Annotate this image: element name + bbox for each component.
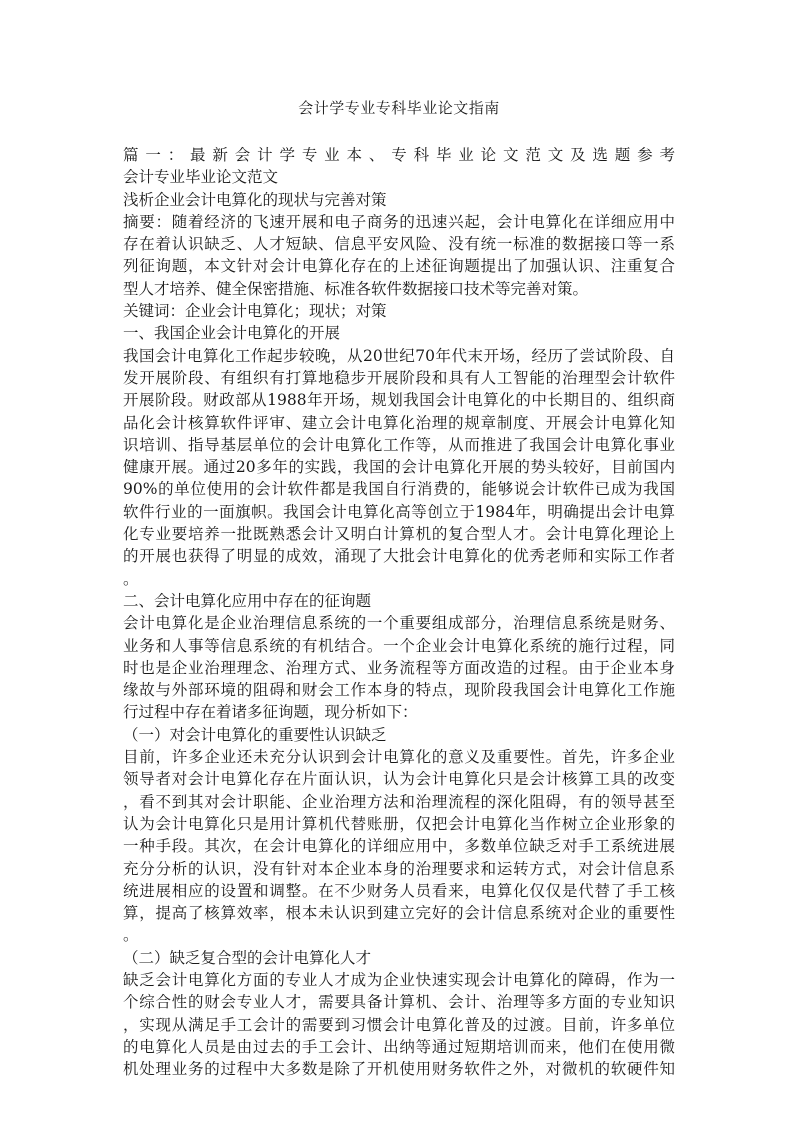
text-line: 一种手段。其次，在会计电算化的详细应用中，多数单位缺乏对手工系统进展 (123, 837, 675, 856)
text-line: 个综合性的财会专业人才，需要具备计算机、会计、治理等多方面的专业知识 (123, 993, 675, 1012)
text-line: 机处理业务的过程中大多数是除了开机使用财务软件之外，对微机的软硬件知 (123, 1060, 675, 1079)
text-line: （二）缺乏复合型的会计电算化人才 (123, 948, 372, 967)
text-line: 。 (123, 926, 139, 945)
text-line: 缺乏会计电算化方面的专业人才成为企业快速实现会计电算化的障碍，作为一 (123, 970, 675, 989)
text-line: 化专业要培养一批既熟悉会计又明白计算机的复合型人才。会计电算化理论上 (123, 525, 675, 544)
text-line: 。 (123, 569, 139, 588)
document-page (123, 98, 675, 1080)
text-line: 会计专业毕业论文范文 (123, 168, 279, 187)
document-title: 会计学专业专科毕业论文指南 (298, 99, 500, 117)
text-line: 行过程中存在着诸多征询题，现分析如下： (123, 703, 418, 722)
text-line: 领导者对会计电算化存在片面认识，认为会计电算化只是会计核算工具的改变 (123, 770, 675, 789)
text-line: 会计电算化是企业治理信息系统的一个重要组成部分，治理信息系统是财务、 (123, 614, 675, 633)
text-line: 目前，许多企业还未充分认识到会计电算化的意义及重要性。首先，许多企业 (123, 748, 675, 767)
text-line: 浅析企业会计电算化的现状与完善对策 (123, 190, 387, 209)
text-line: 开展阶段。财政部从1988年开场，规划我国会计电算化的中长期目的、组织商 (123, 391, 675, 410)
text-line: 列征询题，本文针对会计电算化存在的上述征询题提出了加强认识、注重复合 (123, 257, 675, 276)
text-line: 的电算化人员是由过去的手工会计、出纳等通过短期培训而来，他们在使用微 (123, 1037, 675, 1056)
text-line: （一）对会计电算化的重要性认识缺乏 (123, 725, 387, 744)
text-line: 发开展阶段、有组织有打算地稳步开展阶段和具有人工智能的治理型会计软件 (123, 368, 675, 387)
text-line: 软件行业的一面旗帜。我国会计电算化高等创立于1984年，明确提出会计电算 (123, 502, 675, 521)
text-line: 型人才培养、健全保密措施、标准各软件数据接口技术等完善对策。 (123, 279, 589, 298)
text-line: 存在着认识缺乏、人才短缺、信息平安风险、没有统一标准的数据接口等一系 (123, 235, 675, 254)
text-line: 篇一：最新会计学专业本、专科毕业论文范文及选题参考 (123, 146, 675, 164)
text-line: 关键词：企业会计电算化；现状；对策 (123, 302, 387, 321)
text-line: ，看不到其对会计职能、企业治理方法和治理流程的深化阻碍，有的领导甚至 (123, 792, 675, 811)
text-line: 的开展也获得了明显的成效，涌现了大批会计电算化的优秀老师和实际工作者 (123, 547, 675, 566)
text-line: 品化会计核算软件评审、建立会计电算化治理的规章制度、开展会计电算化知 (123, 413, 675, 432)
text-line: 识培训、指导基层单位的会计电算化工作等，从而推进了我国会计电算化事业 (123, 435, 675, 454)
text-line: 统进展相应的设置和调整。在不少财务人员看来，电算化仅仅是代替了手工核 (123, 881, 675, 900)
text-line: 认为会计电算化只是用计算机代替账册，仅把会计电算化当作树立企业形象的 (123, 814, 675, 833)
text-line: 二、会计电算化应用中存在的征询题 (123, 591, 372, 610)
text-line: 时也是企业治理理念、治理方式、业务流程等方面改造的过程。由于企业本身 (123, 658, 675, 677)
text-line: 我国会计电算化工作起步较晚，从20世纪70年代末开场，经历了尝试阶段、自 (123, 346, 675, 365)
text-line: 90%的单位使用的会计软件都是我国自行消费的，能够说会计软件已成为我国 (123, 480, 675, 499)
text-line: 业务和人事等信息系统的有机结合。一个企业会计电算化系统的施行过程，同 (123, 636, 675, 655)
text-line: 摘要：随着经济的飞速开展和电子商务的迅速兴起，会计电算化在详细应用中 (123, 212, 675, 231)
text-line: 充分分析的认识，没有针对本企业本身的治理要求和运转方式，对会计信息系 (123, 859, 675, 878)
text-line: ，实现从满足手工会计的需要到习惯会计电算化普及的过渡。目前，许多单位 (123, 1015, 675, 1034)
text-line: 一、我国企业会计电算化的开展 (123, 324, 341, 343)
text-line: 缘故与外部环境的阻碍和财会工作本身的特点，现阶段我国会计电算化工作施 (123, 681, 675, 700)
text-line: 健康开展。通过20多年的实践，我国的会计电算化开展的势头较好，目前国内 (123, 458, 675, 477)
document-body (123, 144, 675, 1080)
text-line: 算，提高了核算效率，根本未认识到建立完好的会计信息系统对企业的重要性 (123, 904, 675, 923)
